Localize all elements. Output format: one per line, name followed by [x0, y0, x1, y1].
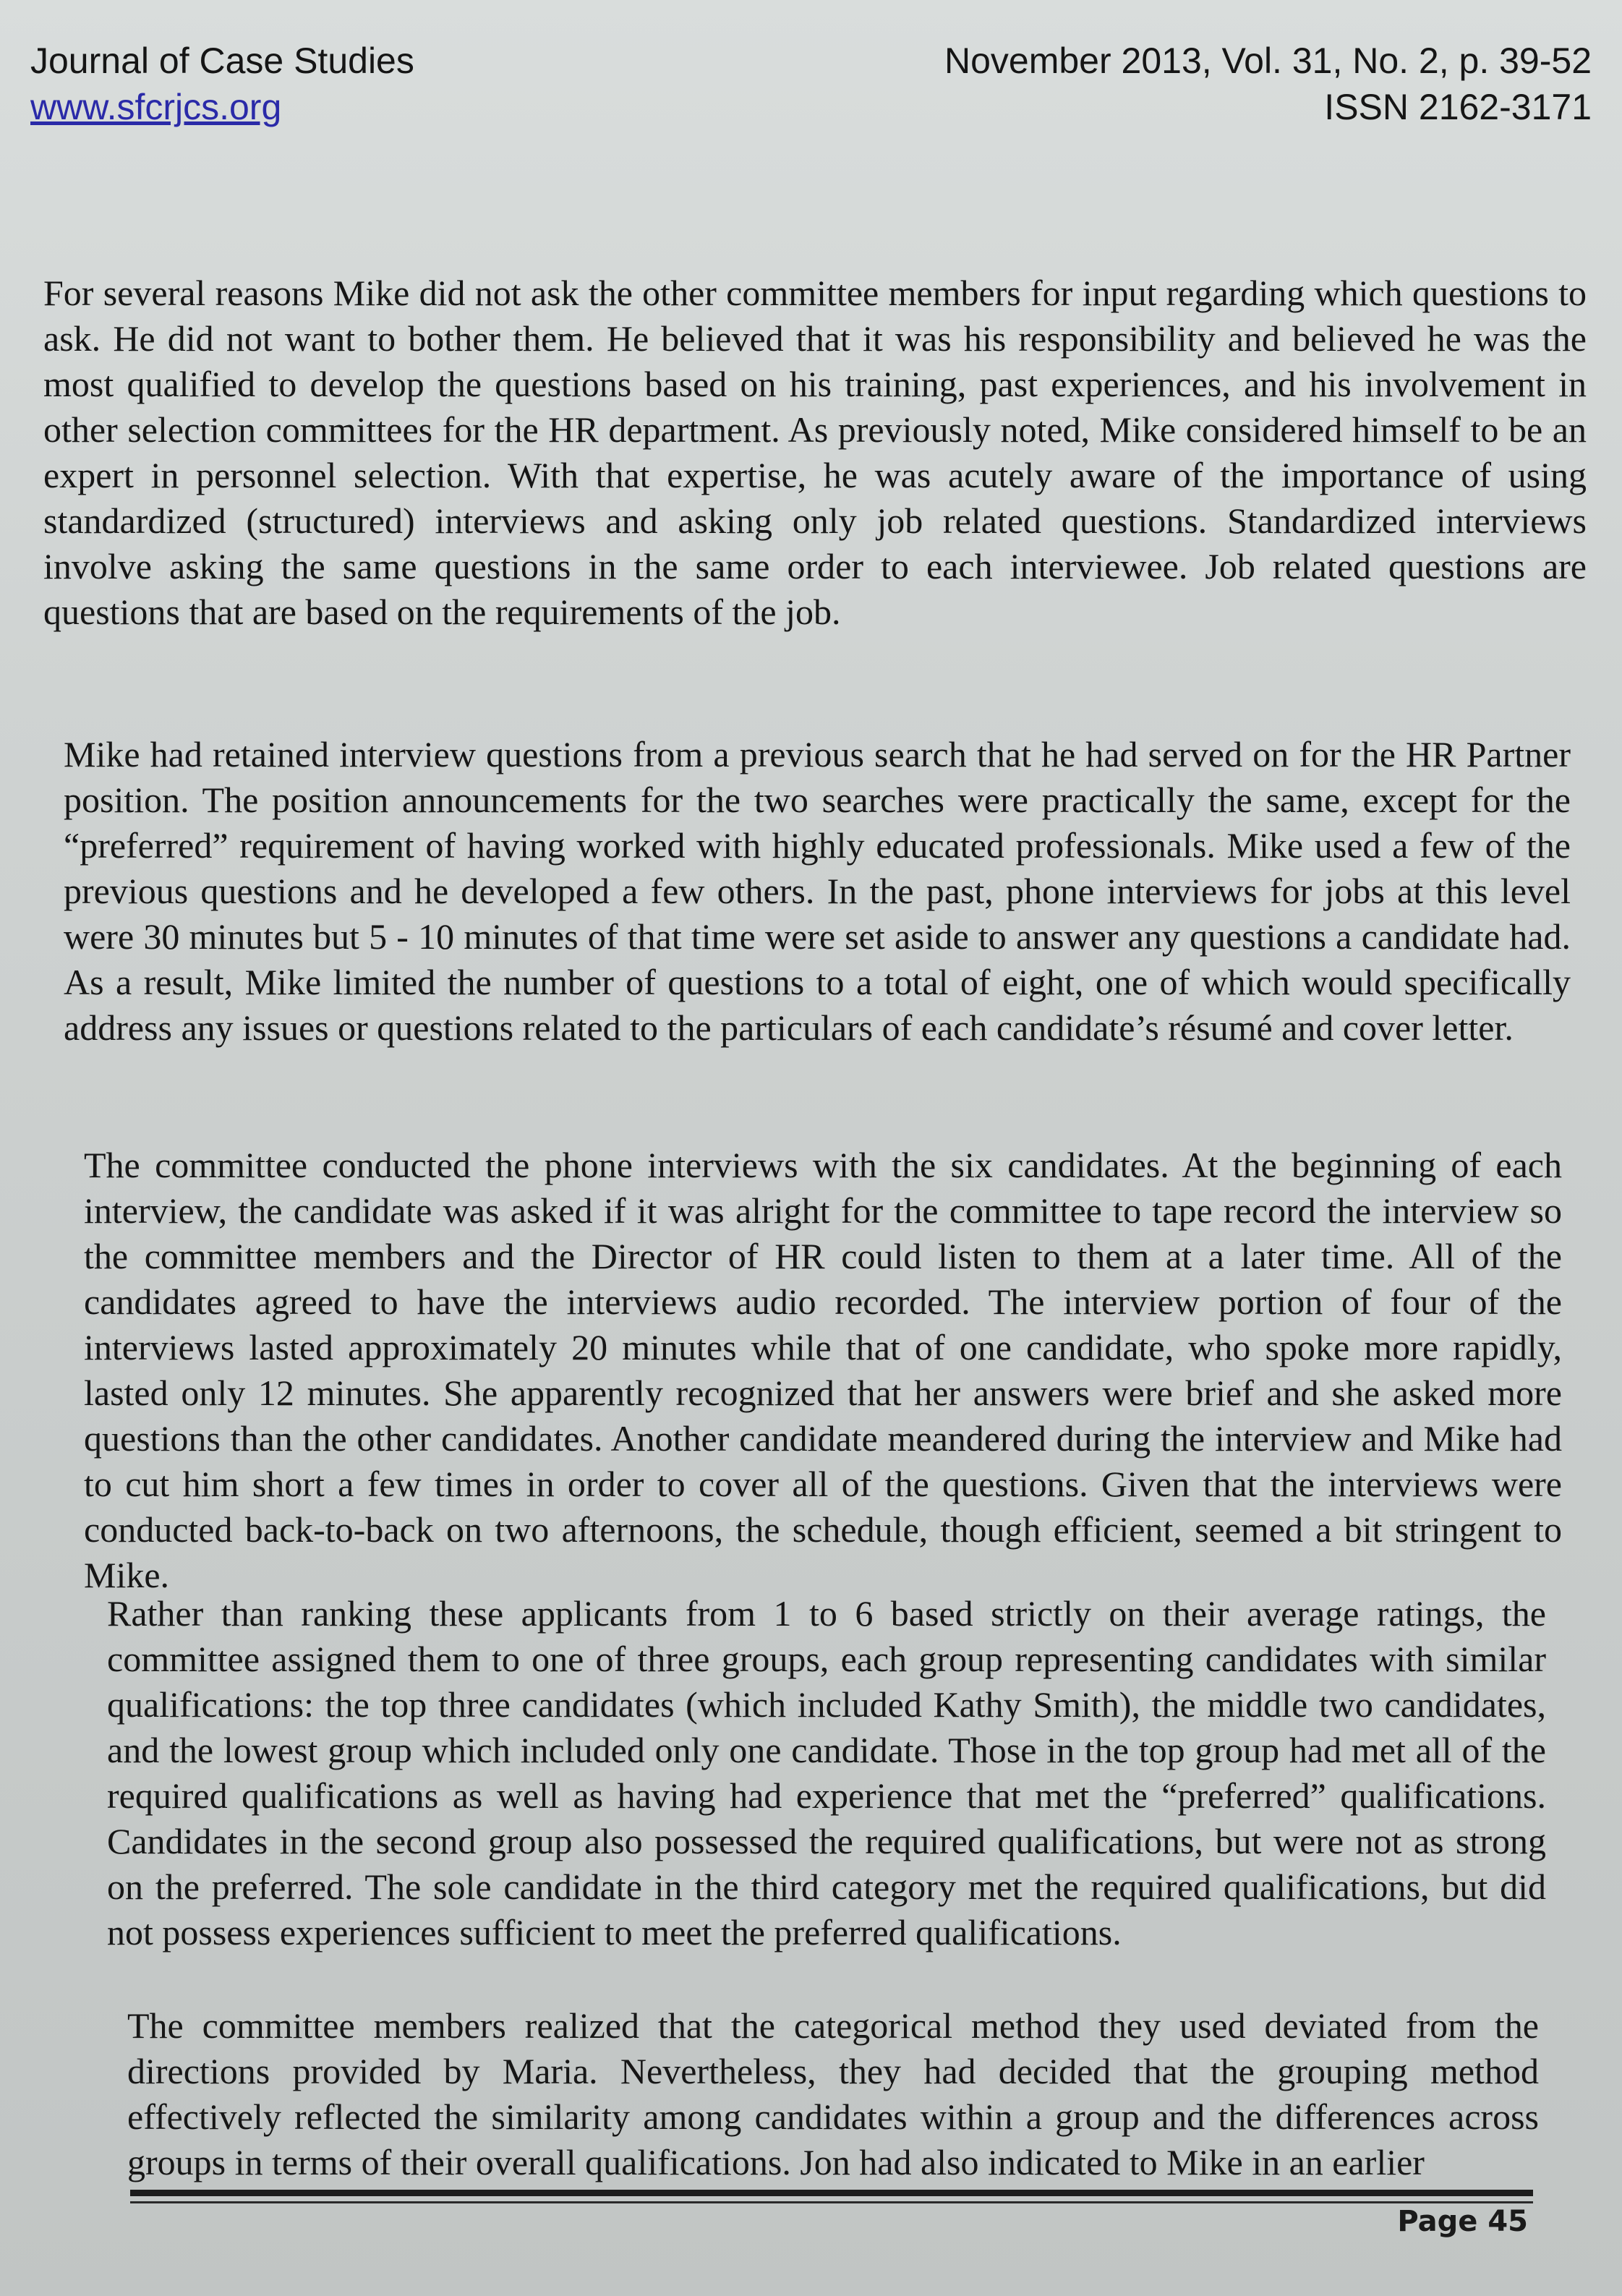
paragraph: Mike had retained interview questions from a previous search that he had served on for the HR Partner position. The position announcements for the two searches were practically the same, except for the “preferred” requirement of having worked with highly educated professionals. Mike used a few of the previous questions and he developed a few others. In the past, phone interviews for jobs at this level were 30 minutes but 5 - 10 minutes of that time were set aside to answer any questions a candidate had. As a result, Mike limited the number of questions to a total of eight, one of which would specifically address any issues or questions related to the particulars of each candidate’s résumé and cover letter. [64, 734, 1571, 1048]
issue-info: November 2013, Vol. 31, No. 2, p. 39-52 [944, 40, 1592, 81]
footer-rule [130, 2190, 1533, 2196]
running-header-right [944, 38, 1592, 130]
page-number: Page 45 [1397, 2205, 1528, 2238]
journal-title: Journal of Case Studies [30, 40, 414, 81]
website-link[interactable]: www.sfcrjcs.org [30, 87, 282, 127]
paragraph: For several reasons Mike did not ask the other committee members for input regarding which questions to ask. He did not want to bother them. He believed that it was his responsibility and believed he was the most qualified to develop the questions based on his training, past experiences, and his involvement in other selection committees for the HR department. As previously noted, Mike considered himself to be an expert in personnel selection. With that expertise, he was acutely aware of the importance of using standardized (structured) interviews and asking only job related questions. Standardized interviews involve asking the same questions in the same order to each interviewee. Job related questions are questions that are based on the requirements of the job. [43, 273, 1587, 632]
paragraph: The committee conducted the phone interviews with the six candidates. At the beginning of each interview, the candidate was asked if it was alright for the committee to tape record the interview so the committee members and the Director of HR could listen to them at a later time. All of the candidates agreed to have the interviews audio recorded. The interview portion of four of the interviews lasted approximately 20 minutes while that of one candidate, who spoke more rapidly, lasted only 12 minutes. She apparently recognized that her answers were brief and she asked more questions than the other candidates. Another candidate meandered during the interview and Mike had to cut him short a few times in order to cover all of the questions. Given that the interviews were conducted back-to-back on two afternoons, the schedule, though efficient, seemed a bit stringent to Mike. [84, 1145, 1562, 1595]
paragraph: The committee members realized that the categorical method they used deviated from the directions provided by Maria. Nevertheless, they had decided that the grouping method effectively reflected the similarity among candidates within a group and the differences across groups in terms of their overall qualifications. Jon had also indicated to Mike in an earlier [127, 2005, 1539, 2182]
running-header-left [30, 38, 414, 130]
paragraph: Rather than ranking these applicants from 1 to 6 based strictly on their average ratings, the committee assigned them to one of three groups, each group representing candidates with similar qualifications: the top three candidates (which included Kathy Smith), the middle two candidates, and the lowest group which included only one candidate. Those in the top group had met all of the required qualifications as well as having had experience that met the “preferred” qualifications. Candidates in the second group also possessed the required qualifications, but were not as strong on the preferred. The sole candidate in the third category met the required qualifications, but did not possess experiences sufficient to meet the preferred qualifications. [107, 1593, 1546, 1953]
issn: ISSN 2162-3171 [1324, 87, 1592, 127]
footer-rule-thin [130, 2201, 1533, 2203]
